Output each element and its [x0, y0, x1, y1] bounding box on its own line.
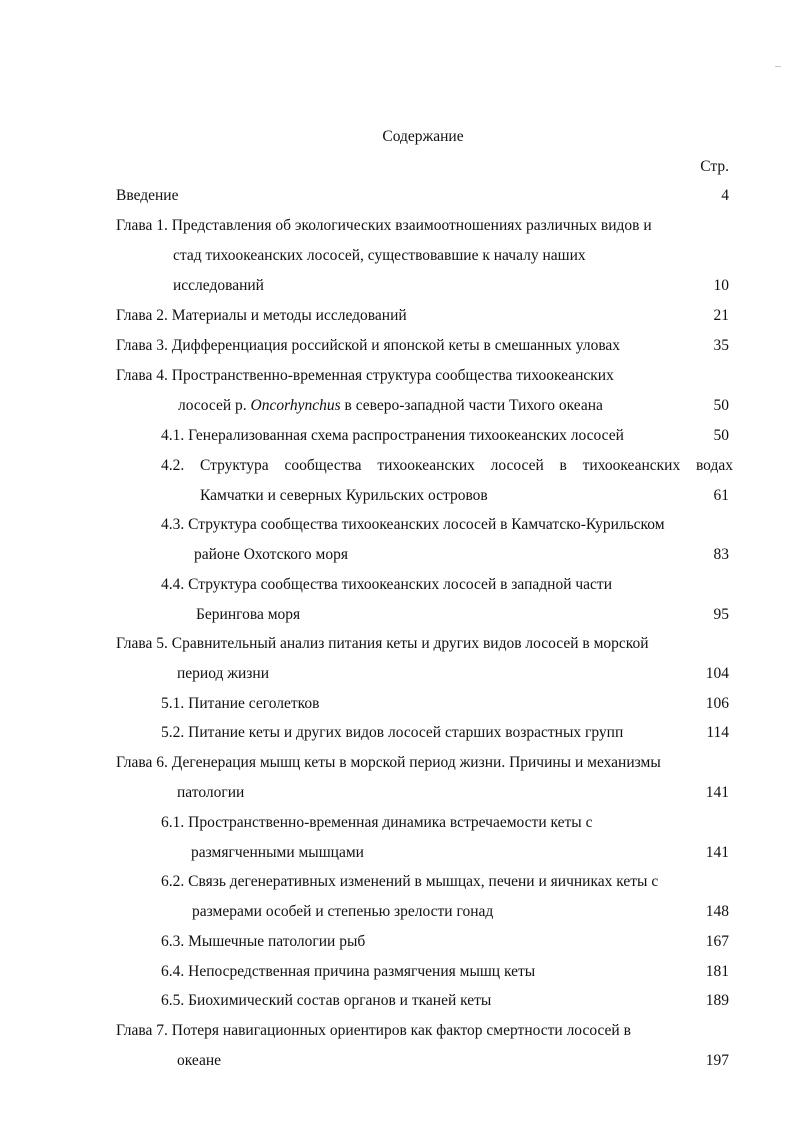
toc-section-6-2-line-2: размерами особей и степенью зрелости гонад	[192, 903, 494, 920]
toc-section-5-1-title: 5.1. Питание сеголетков	[161, 695, 320, 712]
page-column-label: Стр.	[700, 158, 729, 175]
toc-section-4-1-page: 50	[713, 427, 729, 444]
toc-chapter-7-line-2: океане	[177, 1052, 222, 1069]
toc-chapter-1-line-3: исследований	[173, 277, 264, 294]
toc-section-6-3-title: 6.3. Мышечные патологии рыб	[161, 933, 366, 950]
toc-section-6-2-line-1: 6.2. Связь дегенеративных изменений в мышцах, печени и яичниках кеты с	[161, 873, 659, 890]
toc-section-4-1-title: 4.1. Генерализованная схема распространения тихоокеанских лососей	[161, 427, 624, 444]
page-title: Содержание	[382, 128, 464, 145]
toc-entry-intro-title: Введение	[116, 187, 179, 204]
toc-section-5-2-title: 5.2. Питание кеты и других видов лососей старших возрастных групп	[161, 724, 624, 741]
toc-chapter-7-line-1: Глава 7. Потеря навигационных ориентиров как фактор смертности лососей в	[116, 1022, 631, 1039]
toc-chapter-4-line-2-a: лососей р.	[178, 397, 247, 414]
toc-chapter-4-line-1: Глава 4. Пространственно-временная структура сообщества тихоокеанских	[116, 367, 614, 384]
toc-chapter-2-title: Глава 2. Материалы и методы исследований	[116, 307, 407, 324]
toc-chapter-5-line-1: Глава 5. Сравнительный анализ питания кеты и других видов лососей в морской	[116, 635, 649, 652]
toc-section-6-1-line-1: 6.1. Пространственно-временная динамика встречаемости кеты с	[161, 814, 593, 831]
toc-section-4-2-page: 61	[713, 487, 729, 504]
toc-section-5-1-page: 106	[705, 695, 729, 712]
toc-chapter-4-line-2-b: в северо-западной части Тихого океана	[344, 397, 603, 414]
toc-section-6-1-page: 141	[705, 844, 729, 861]
toc-chapter-6-line-1: Глава 6. Дегенерация мышц кеты в морской период жизни. Причины и механизмы	[116, 754, 661, 771]
scan-edge-mark	[775, 66, 781, 67]
toc-chapter-5-line-2: период жизни	[177, 665, 270, 682]
toc-section-4-3-line-2: районе Охотского моря	[194, 546, 348, 563]
toc-chapter-3-title: Глава 3. Дифференциация российской и японской кеты в смешанных уловах	[116, 337, 621, 354]
toc-chapter-4-line-2	[178, 396, 603, 416]
toc-chapter-1-line-2: стад тихоокеанских лососей, существовавшие к началу наших	[173, 247, 586, 264]
toc-section-5-2-page: 114	[706, 724, 729, 741]
toc-section-4-4-page: 95	[713, 606, 729, 623]
toc-chapter-4-page: 50	[713, 397, 729, 414]
genus-name: Oncorhynchus	[250, 397, 341, 414]
toc-chapter-1-line-1: Глава 1. Представления об экологических взаимоотношениях различных видов и	[116, 217, 652, 234]
toc-section-4-2-line-1: 4.2. Структура сообщества тихоокеанских лососей в тихоокеанских водах	[161, 457, 733, 474]
toc-section-4-2-line-2: Камчатки и северных Курильских островов	[200, 487, 488, 504]
toc-chapter-6-line-2: патологии	[177, 784, 245, 801]
toc-section-6-5-title: 6.5. Биохимический состав органов и тканей кеты	[161, 992, 492, 1009]
toc-section-6-2-page: 148	[705, 903, 729, 920]
toc-section-6-5-page: 189	[705, 992, 729, 1009]
toc-section-6-3-page: 167	[705, 933, 729, 950]
toc-section-4-3-page: 83	[713, 546, 729, 563]
toc-chapter-6-page: 141	[705, 784, 729, 801]
toc-section-4-3-line-1: 4.3. Структура сообщества тихоокеанских лососей в Камчатско-Курильском	[161, 516, 665, 533]
toc-chapter-3-page: 35	[713, 337, 729, 354]
toc-section-6-1-line-2: размягченными мышцами	[191, 844, 364, 861]
toc-section-4-4-line-1: 4.4. Структура сообщества тихоокеанских лососей в западной части	[161, 576, 612, 593]
toc-chapter-5-page: 104	[705, 665, 729, 682]
toc-section-6-4-title: 6.4. Непосредственная причина размягчения мышц кеты	[161, 963, 536, 980]
toc-entry-intro-page: 4	[721, 187, 729, 204]
toc-section-4-4-line-2: Берингова моря	[196, 606, 301, 623]
toc-chapter-7-page: 197	[705, 1052, 729, 1069]
toc-chapter-1-page: 10	[713, 277, 729, 294]
toc-section-6-4-page: 181	[705, 963, 729, 980]
toc-chapter-2-page: 21	[713, 307, 729, 324]
